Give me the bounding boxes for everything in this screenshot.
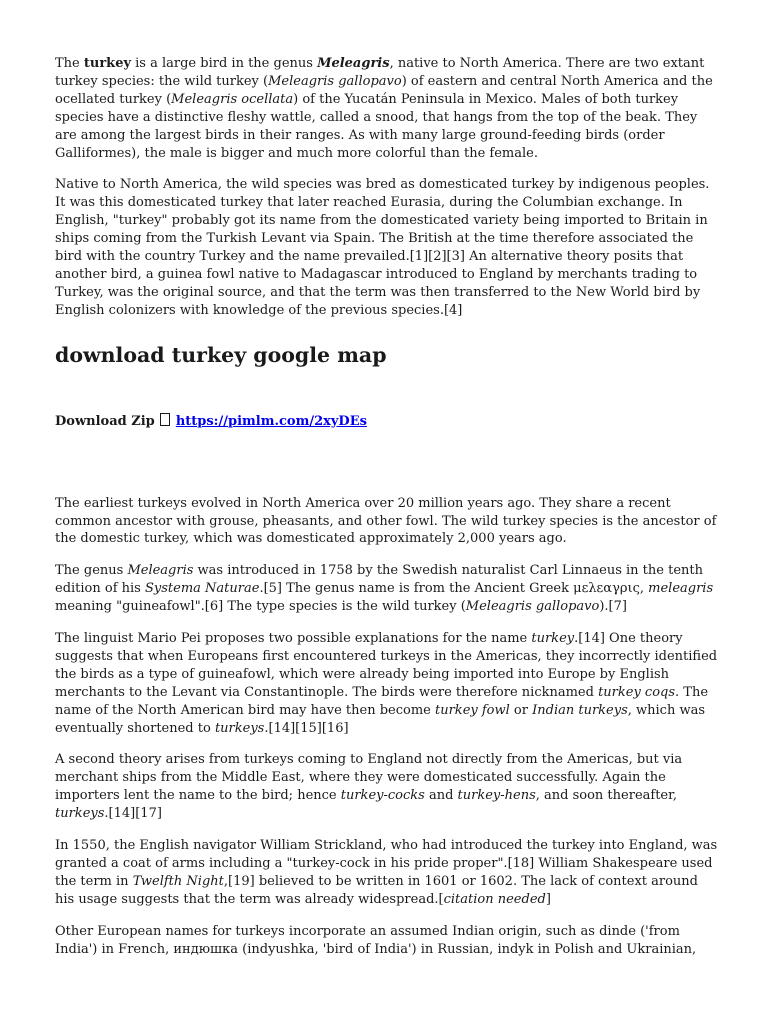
download-label: Download Zip bbox=[55, 413, 160, 429]
download-link[interactable]: https://pimlm.com/2xyDEs bbox=[175, 413, 367, 429]
linguist-paragraph: The linguist Mario Pei proposes two possible explanations for the name turkey.[14] One theory suggests that when Europeans first encountered turkeys in the Americas, they incorrectly identified the birds as a type of guineafowl, which were already being imported into Europe by English merchants to the Levant via Constantinople. The birds were therefore nicknamed turkey coqs. The name of the North American bird may have then become turkey fowl or Indian turkeys, which was eventually shortened to turkeys.[14][15][16] bbox=[55, 631, 718, 736]
page-heading: download turkey google map bbox=[55, 342, 387, 367]
european-names-paragraph: Other European names for turkeys incorporate an assumed Indian origin, such as dinde ('from India') in French, индюшка (indyushka, 'bird of India') in Russian, indyk in Polish and Ukrainian, bbox=[55, 923, 697, 957]
missing-glyph-icon bbox=[160, 413, 170, 426]
evolution-paragraph: The earliest turkeys evolved in North America over 20 million years ago. They share a recent common ancestor with grouse, pheasants, and other fowl. The wild turkey species is the ancestor of the domestic turkey, which was domesticated approximately 2,000 years ago. bbox=[55, 495, 717, 547]
origin-paragraph: Native to North America, the wild species was bred as domesticated turkey by indigenous peoples. It was this domesticated turkey that later reached Eurasia, during the Columbian exchange. In English, "turkey" probably got its name from the domesticated variety being imported to Britain in ships coming from the Turkish Levant via Spain. The British at the time therefore associated the bird with the country Turkey and the name prevailed.[1][2][3] An alternative theory posits that another bird, a guinea fowl native to Madagascar introduced to England by merchants trading to Turkey, was the original source, and that the term was then transferred to the New World bird by English colonizers with knowledge of the previous species.[4] bbox=[55, 177, 710, 318]
document-body bbox=[55, 55, 720, 973]
intro-paragraph: The turkey is a large bird in the genus Meleagris, native to North America. There are two extant turkey species: the wild turkey (Meleagris gallopavo) of eastern and central North America and the ocellated turkey (Meleagris ocellata) of the Yucatán Peninsula in Mexico. Males of both turkey species have a distinctive fleshy wattle, called a snood, that hangs from the top of the beak. They are among the largest birds in their ranges. As with many large ground-feeding birds (order Galliformes), the male is bigger and much more colorful than the female. bbox=[55, 56, 713, 161]
strickland-paragraph: In 1550, the English navigator William Strickland, who had introduced the turkey into England, was granted a coat of arms including a "turkey-cock in his pride proper".[18] William Shakespeare used the term in Twelfth Night,[19] believed to be written in 1601 or 1602. The lack of context around his usage suggests that the term was already widespread.[citation needed] bbox=[55, 838, 718, 907]
second-theory-paragraph: A second theory arises from turkeys coming to England not directly from the Americas, but via merchant ships from the Middle East, where they were domesticated successfully. Again the importers lent the name to the bird; hence turkey-cocks and turkey-hens, and soon thereafter, turkeys.[14][17] bbox=[55, 752, 683, 822]
genus-paragraph: The genus Meleagris was introduced in 1758 by the Swedish naturalist Carl Linnaeus in the tenth edition of his Systema Naturae.[5] The genus name is from the Ancient Greek μελεαγρις, meleagris meaning "guineafowl".[6] The type species is the wild turkey (Meleagris gallopavo).[7] bbox=[55, 563, 714, 615]
download-line bbox=[55, 413, 720, 431]
